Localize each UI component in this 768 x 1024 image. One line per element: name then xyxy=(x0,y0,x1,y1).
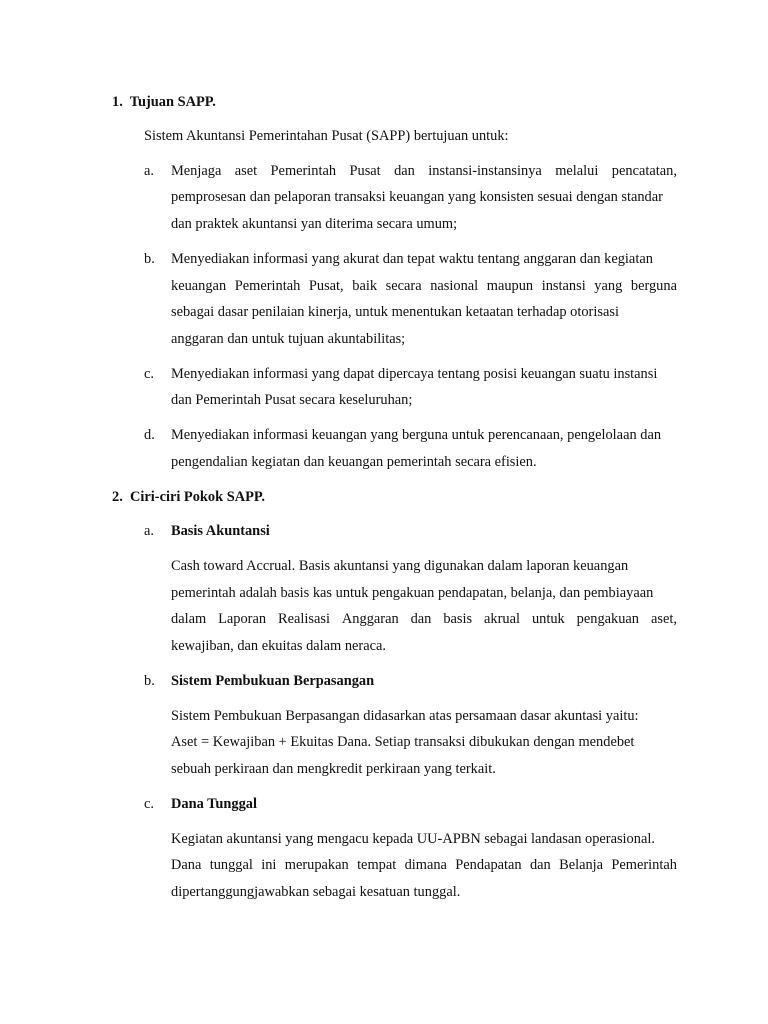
list-marker: d. xyxy=(144,427,155,443)
section-title: Tujuan SAPP. xyxy=(129,94,216,110)
paragraph-line: Menyediakan informasi keuangan yang berguna untuk perencanaan, pengelolaan dan xyxy=(171,427,662,443)
list-marker: a. xyxy=(144,163,154,179)
paragraph-line: Cash toward Accrual. Basis akuntansi yang digunakan dalam laporan keuangan xyxy=(171,558,629,574)
paragraph-line: Sistem Pembukuan Berpasangan didasarkan atas persamaan dasar akuntasi yaitu: xyxy=(171,708,639,724)
paragraph-line: keuangan Pemerintah Pusat, baik secara nasional maupun instansi yang berguna xyxy=(171,278,677,294)
paragraph-line: dipertanggungjawabkan sebagai kesatuan tunggal. xyxy=(171,884,461,900)
list-marker: b. xyxy=(144,251,155,267)
paragraph-line: pengendalian kegiatan dan keuangan pemerintah secara efisien. xyxy=(171,454,537,470)
section-2-heading xyxy=(112,487,265,507)
paragraph-line: Kegiatan akuntansi yang mengacu kepada UU-APBN sebagai landasan operasional. xyxy=(171,831,655,847)
paragraph-line: dan praktek akuntansi yan diterima secara umum; xyxy=(171,216,458,232)
paragraph-line: pemprosesan dan pelaporan transaksi keuangan yang konsisten sesuai dengan standar xyxy=(171,189,663,205)
section-number: 1. xyxy=(112,94,123,110)
paragraph-line: sebagai dasar penilaian kinerja, untuk menentukan ketaatan terhadap otorisasi xyxy=(171,304,619,320)
paragraph-line: Menyediakan informasi yang akurat dan tepat waktu tentang anggaran dan kegiatan xyxy=(171,251,653,267)
subsection-heading: Dana Tunggal xyxy=(171,796,257,812)
list-marker: c. xyxy=(144,366,154,382)
paragraph-line: Aset = Kewajiban + Ekuitas Dana. Setiap transaksi dibukukan dengan mendebet xyxy=(171,734,635,750)
subsection-heading: Basis Akuntansi xyxy=(171,523,270,539)
list-marker: b. xyxy=(144,673,155,689)
section-1-intro: Sistem Akuntansi Pemerintahan Pusat (SAPP) bertujuan untuk: xyxy=(144,128,509,144)
paragraph-line: Dana tunggal ini merupakan tempat dimana Pendapatan dan Belanja Pemerintah xyxy=(171,857,677,873)
section-title: Ciri-ciri Pokok SAPP. xyxy=(130,489,265,505)
list-marker: c. xyxy=(144,796,154,812)
paragraph-line: anggaran dan untuk tujuan akuntabilitas; xyxy=(171,331,406,347)
paragraph-line: Menyediakan informasi yang dapat dipercaya tentang posisi keuangan suatu instansi xyxy=(171,366,658,382)
subsection-heading: Sistem Pembukuan Berpasangan xyxy=(171,673,375,689)
paragraph-line: dan Pemerintah Pusat secara keseluruhan; xyxy=(171,392,413,408)
paragraph-line: Menjaga aset Pemerintah Pusat dan instansi-instansinya melalui pencatatan, xyxy=(171,163,677,179)
list-marker: a. xyxy=(144,523,154,539)
section-1-heading xyxy=(112,92,216,112)
paragraph-line: kewajiban, dan ekuitas dalam neraca. xyxy=(171,638,386,654)
section-number: 2. xyxy=(112,489,123,505)
paragraph-line: sebuah perkiraan dan mengkredit perkiraan yang terkait. xyxy=(171,761,496,777)
paragraph-line: dalam Laporan Realisasi Anggaran dan basis akrual untuk pengakuan aset, xyxy=(171,611,677,627)
paragraph-line: pemerintah adalah basis kas untuk pengakuan pendapatan, belanja, dan pembiayaan xyxy=(171,585,654,601)
